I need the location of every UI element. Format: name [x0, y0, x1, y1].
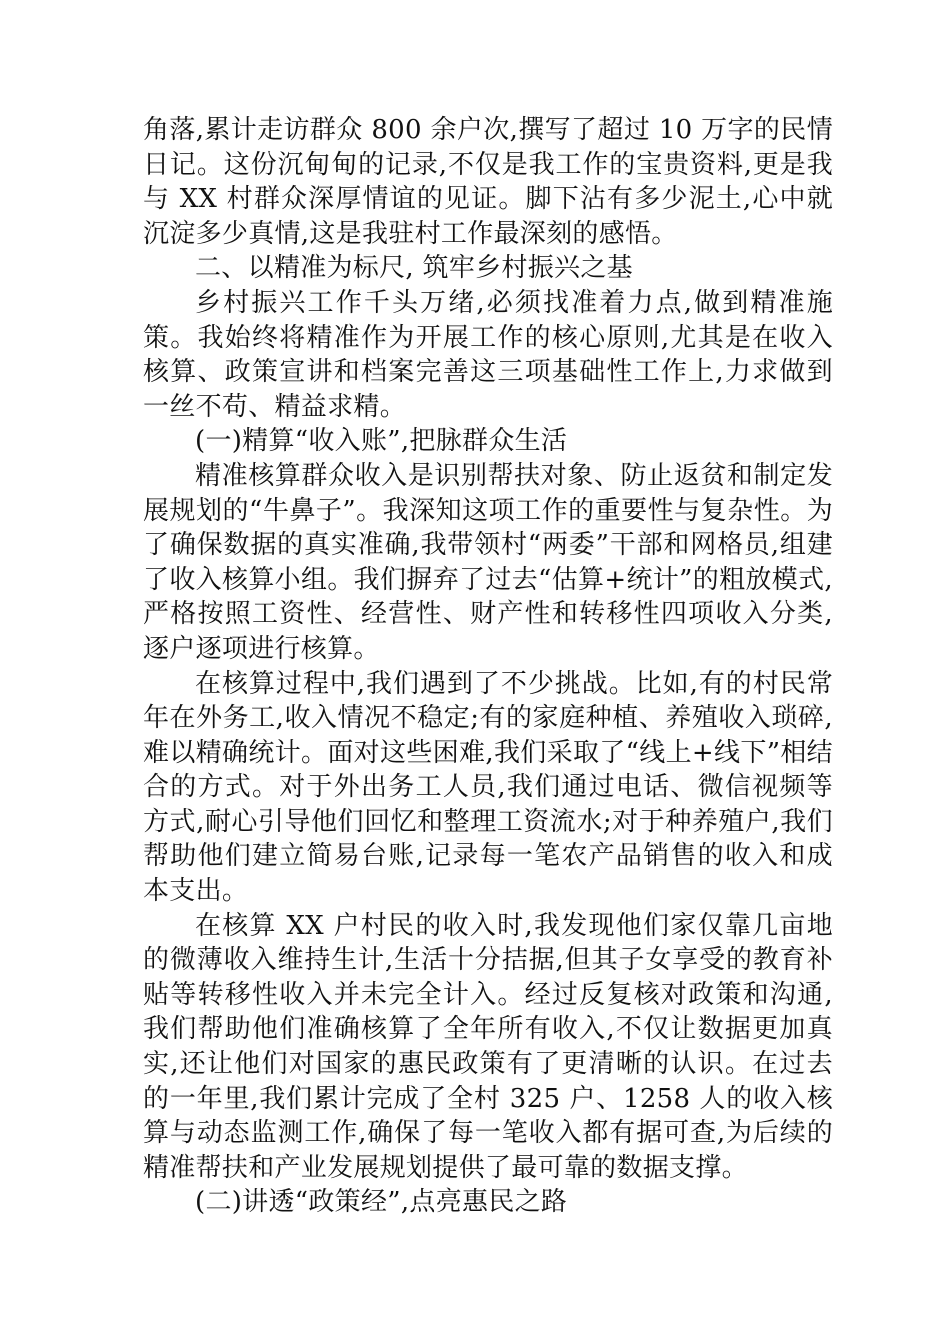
- paragraph-household-example: 在核算 XX 户村民的收入时,我发现他们家仅靠几亩地的微薄收入维持生计,生活十分拮据,但其子女享受的教育补贴等转移性收入并未完全计入。经过反复核对政策和沟通,我们帮助他们准确核算了全年所有收入,不仅让数据更加真实,还让他们对国家的惠民政策有了更清晰的认识。在过去的一年里,我们累计完成了全村 325 户、1258 人的收入核算与动态监测工作,确保了每一笔收入都有据可查,为后续的精准帮扶和产业发展规划提供了最可靠的数据支撑。: [143, 910, 833, 1183]
- paragraph-accounting-challenges: 在核算过程中,我们遇到了不少挑战。比如,有的村民常年在外务工,收入情况不稳定;有的家庭种植、养殖收入琐碎,难以精确统计。面对这些困难,我们采取了“线上+线下”相结合的方式。对于外出务工人员,我们通过电话、微信视频等方式,耐心引导他们回忆和整理工资流水;对于种养殖户,我们帮助他们建立简易台账,记录每一笔农产品销售的收入和成本支出。: [143, 668, 833, 907]
- paragraph-visit-records: 角落,累计走访群众 800 余户次,撰写了超过 10 万字的民情日记。这份沉甸甸的记录,不仅是我工作的宝贵资料,更是我与 XX 村群众深厚情谊的见证。脚下沾有多少泥土,心中就沉淀多少真情,这是我驻村工作最深刻的感悟。: [143, 115, 833, 249]
- section-heading-precision: 二、以精准为标尺, 筑牢乡村振兴之基: [195, 253, 633, 284]
- subsection-heading-income: (一)精算“收入账”,把脉群众生活: [195, 426, 568, 457]
- subsection-heading-policy: (二)讲透“政策经”,点亮惠民之路: [195, 1187, 568, 1218]
- paragraph-income-accounting: 精准核算群众收入是识别帮扶对象、防止返贫和制定发展规划的“牛鼻子”。我深知这项工作的重要性与复杂性。为了确保数据的真实准确,我带领村“两委”干部和网格员,组建了收入核算小组。我们摒弃了过去“估算+统计”的粗放模式,严格按照工资性、经营性、财产性和转移性四项收入分类,逐户逐项进行核算。: [143, 460, 833, 664]
- document-body: [143, 113, 833, 1220]
- paragraph-precision-intro: 乡村振兴工作千头万绪,必须找准着力点,做到精准施策。我始终将精准作为开展工作的核心原则,尤其是在收入核算、政策宣讲和档案完善这三项基础性工作上,力求做到一丝不苟、精益求精。: [143, 287, 833, 422]
